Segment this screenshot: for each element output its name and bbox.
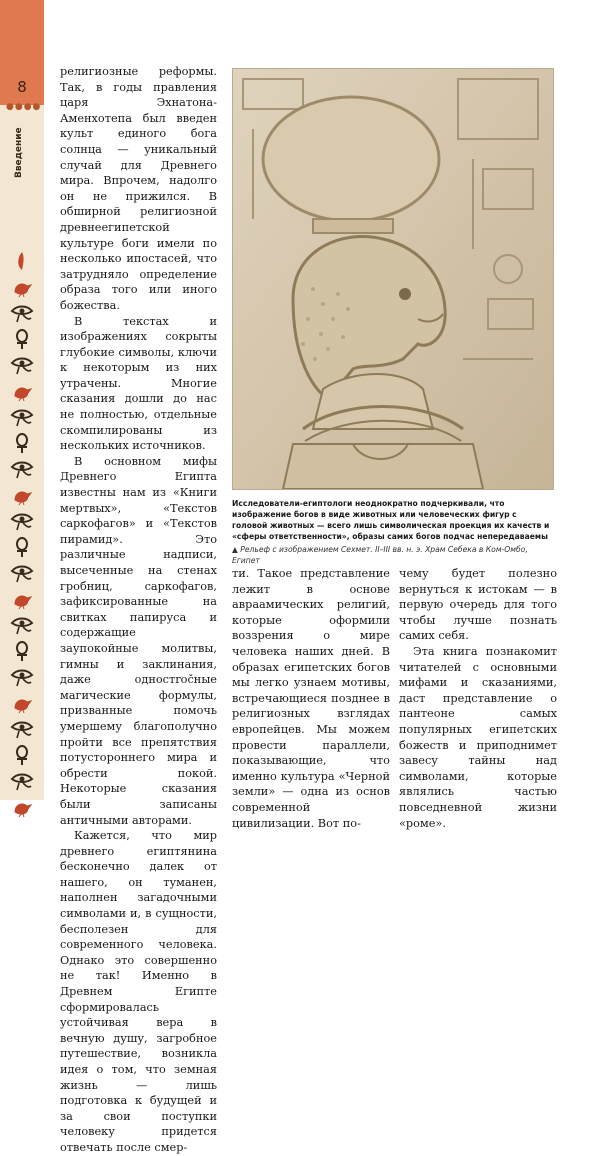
hieroglyph-loop-icon: [9, 640, 35, 662]
text-column-3: [399, 566, 557, 831]
paragraph: Кажется, что мир древнего египтянина бесконечно далек от нашего, он туманен, наполнен загадочными символами и, в сущности, бесполезен для современного человека. Однако это совершенно не так! Именно в Древнем Египте сформировалась устойчивая вера в вечную душу, загробное путешествие, возникла идея о том, что земная жизнь — лишь подготовка к будущей и за свои поступки человеку придется отвечать после смер-: [60, 829, 217, 1154]
hieroglyph-eye-icon: [9, 302, 35, 324]
hieroglyph-bird-icon: [9, 796, 35, 818]
caption-text: Исследователи-египтологи неоднократно подчеркивали, что изображение богов в виде животных или человеческих фигур с головой животных — всего лишь символическая проекция их качеств и «сферы ответственности», образы самих богов подчас непередаваемы: [232, 499, 550, 541]
paragraph: чему будет полезно вернуться к истокам — в первую очередь для того чтобы лучше познать самих себя.: [399, 567, 557, 643]
section-label: Введение: [14, 127, 24, 178]
hieroglyph-eye-icon: [9, 510, 35, 532]
hieroglyph-loop-icon: [9, 536, 35, 558]
paragraph: В основном мифы Древнего Египта известны нам из «Книги мертвых», «Текстов саркофагов» и «Текстов пирамид». Это различные надписи, высеченные на стенах гробниц, саркофагов, зафиксированные на свитках папируса и содержащие заупокойные молитвы, гимны и заклинания, даже одностročные магические формулы, призванные помочь умершему благополучно пройти все препятствия потустороннего мира и обрести покой. Некоторые сказания были записаны античными авторами.: [60, 454, 217, 827]
hieroglyph-bird-icon: [9, 692, 35, 714]
hieroglyph-bird-icon: [9, 276, 35, 298]
hieroglyph-eye-icon: [9, 354, 35, 376]
hieroglyph-eye-icon: [9, 406, 35, 428]
hieroglyph-bird-icon: [9, 380, 35, 402]
paragraph: В текстах и изображениях сокрыты глубокие символы, ключи к некоторым из них утрачены. Многие сказания дошли до нас не полностью, отдельные скомпилированы из нескольких источников.: [60, 314, 217, 453]
decorative-dots: ●●●●: [6, 102, 42, 112]
text-column-2: [232, 566, 390, 831]
paragraph: Эта книга познакомит читателей с основными мифами и сказаниями, даст представление о пантеоне самых популярных египетских божеств и приподнимет завесу тайны над символами, которые являлись частью повседневной жизни «роме».: [399, 644, 557, 830]
relief-illustration: [233, 69, 553, 489]
text-column-1: [60, 64, 217, 1156]
hieroglyph-strip: [6, 250, 38, 818]
paragraph: ти. Такое представление лежит в основе авраамических религий, которые оформили воззрения о мире человека наших дней. В образах египетских богов мы легко узнаем мотивы, встречающиеся позднее в религиозных взглядах европейцев. Мы можем провести параллели, показывающие, что именно культура «Черной земли» — одна из основ современной цивилизации. Вот по-: [232, 567, 390, 830]
hieroglyph-eye-icon: [9, 562, 35, 584]
hieroglyph-eye-icon: [9, 458, 35, 480]
figure-caption: [232, 498, 554, 566]
paragraph: религиозные реформы. Так, в годы правления царя Эхнатона-Аменхотепа был введен культ единого бога солнца — уникальный случай для Древнего мира. Впрочем, надолго он не прижился. В обширной религиозной древнеегипетской культуре боги имели по несколько ипостасей, что затрудняло определение образа того или иного божества.: [60, 65, 217, 312]
page-number: 8: [17, 78, 27, 96]
hieroglyph-eye-icon: [9, 718, 35, 740]
caption-credit: ▲ Рельеф с изображением Сехмет. II–III вв. н. э. Храм Себека в Ком-Омбо, Египет: [232, 545, 528, 565]
hieroglyph-eye-icon: [9, 770, 35, 792]
hieroglyph-feather-icon: [9, 250, 35, 272]
sekhmet-relief-photo: [232, 68, 554, 490]
sidebar: [0, 0, 44, 800]
hieroglyph-loop-icon: [9, 328, 35, 350]
hieroglyph-bird-icon: [9, 588, 35, 610]
hieroglyph-eye-icon: [9, 666, 35, 688]
hieroglyph-eye-icon: [9, 614, 35, 636]
hieroglyph-loop-icon: [9, 432, 35, 454]
hieroglyph-loop-icon: [9, 744, 35, 766]
hieroglyph-bird-icon: [9, 484, 35, 506]
